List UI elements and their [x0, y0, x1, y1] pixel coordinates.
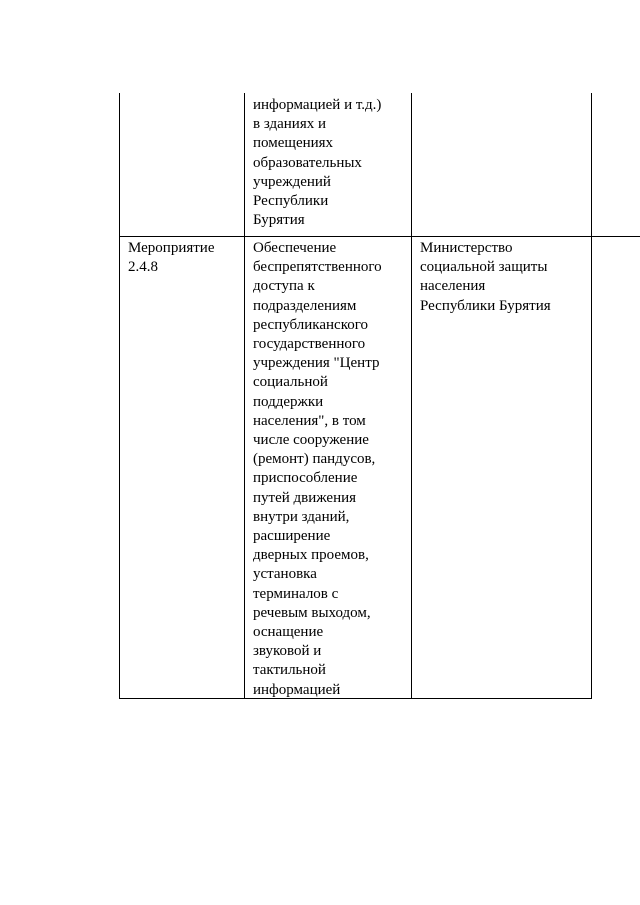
table-vertical-border-2	[244, 93, 245, 699]
responsible-executor: Министерство социальной защиты населения Республики Бурятия	[420, 240, 551, 314]
table-vertical-border-1	[119, 93, 120, 699]
event-description: Обеспечение беспрепятственного доступа к подразделениям республиканского государственного учреждения "Центр социальной поддержки населения", в том числе сооружение (ремонт) пандусов, приспособление путей движения внутри зданий, расширение дверных проемов, установка терминалов с речевым выходом, оснащение звуковой и тактильной информацией	[253, 240, 382, 698]
event-label: Мероприятие 2.4.8	[128, 240, 215, 276]
table-row-divider	[119, 236, 640, 237]
continued-row-description: информацией и т.д.) в зданиях и помещениях образовательных учреждений Республики Бурятия	[253, 97, 382, 229]
table-vertical-border-4	[591, 93, 592, 699]
table-vertical-border-3	[411, 93, 412, 699]
